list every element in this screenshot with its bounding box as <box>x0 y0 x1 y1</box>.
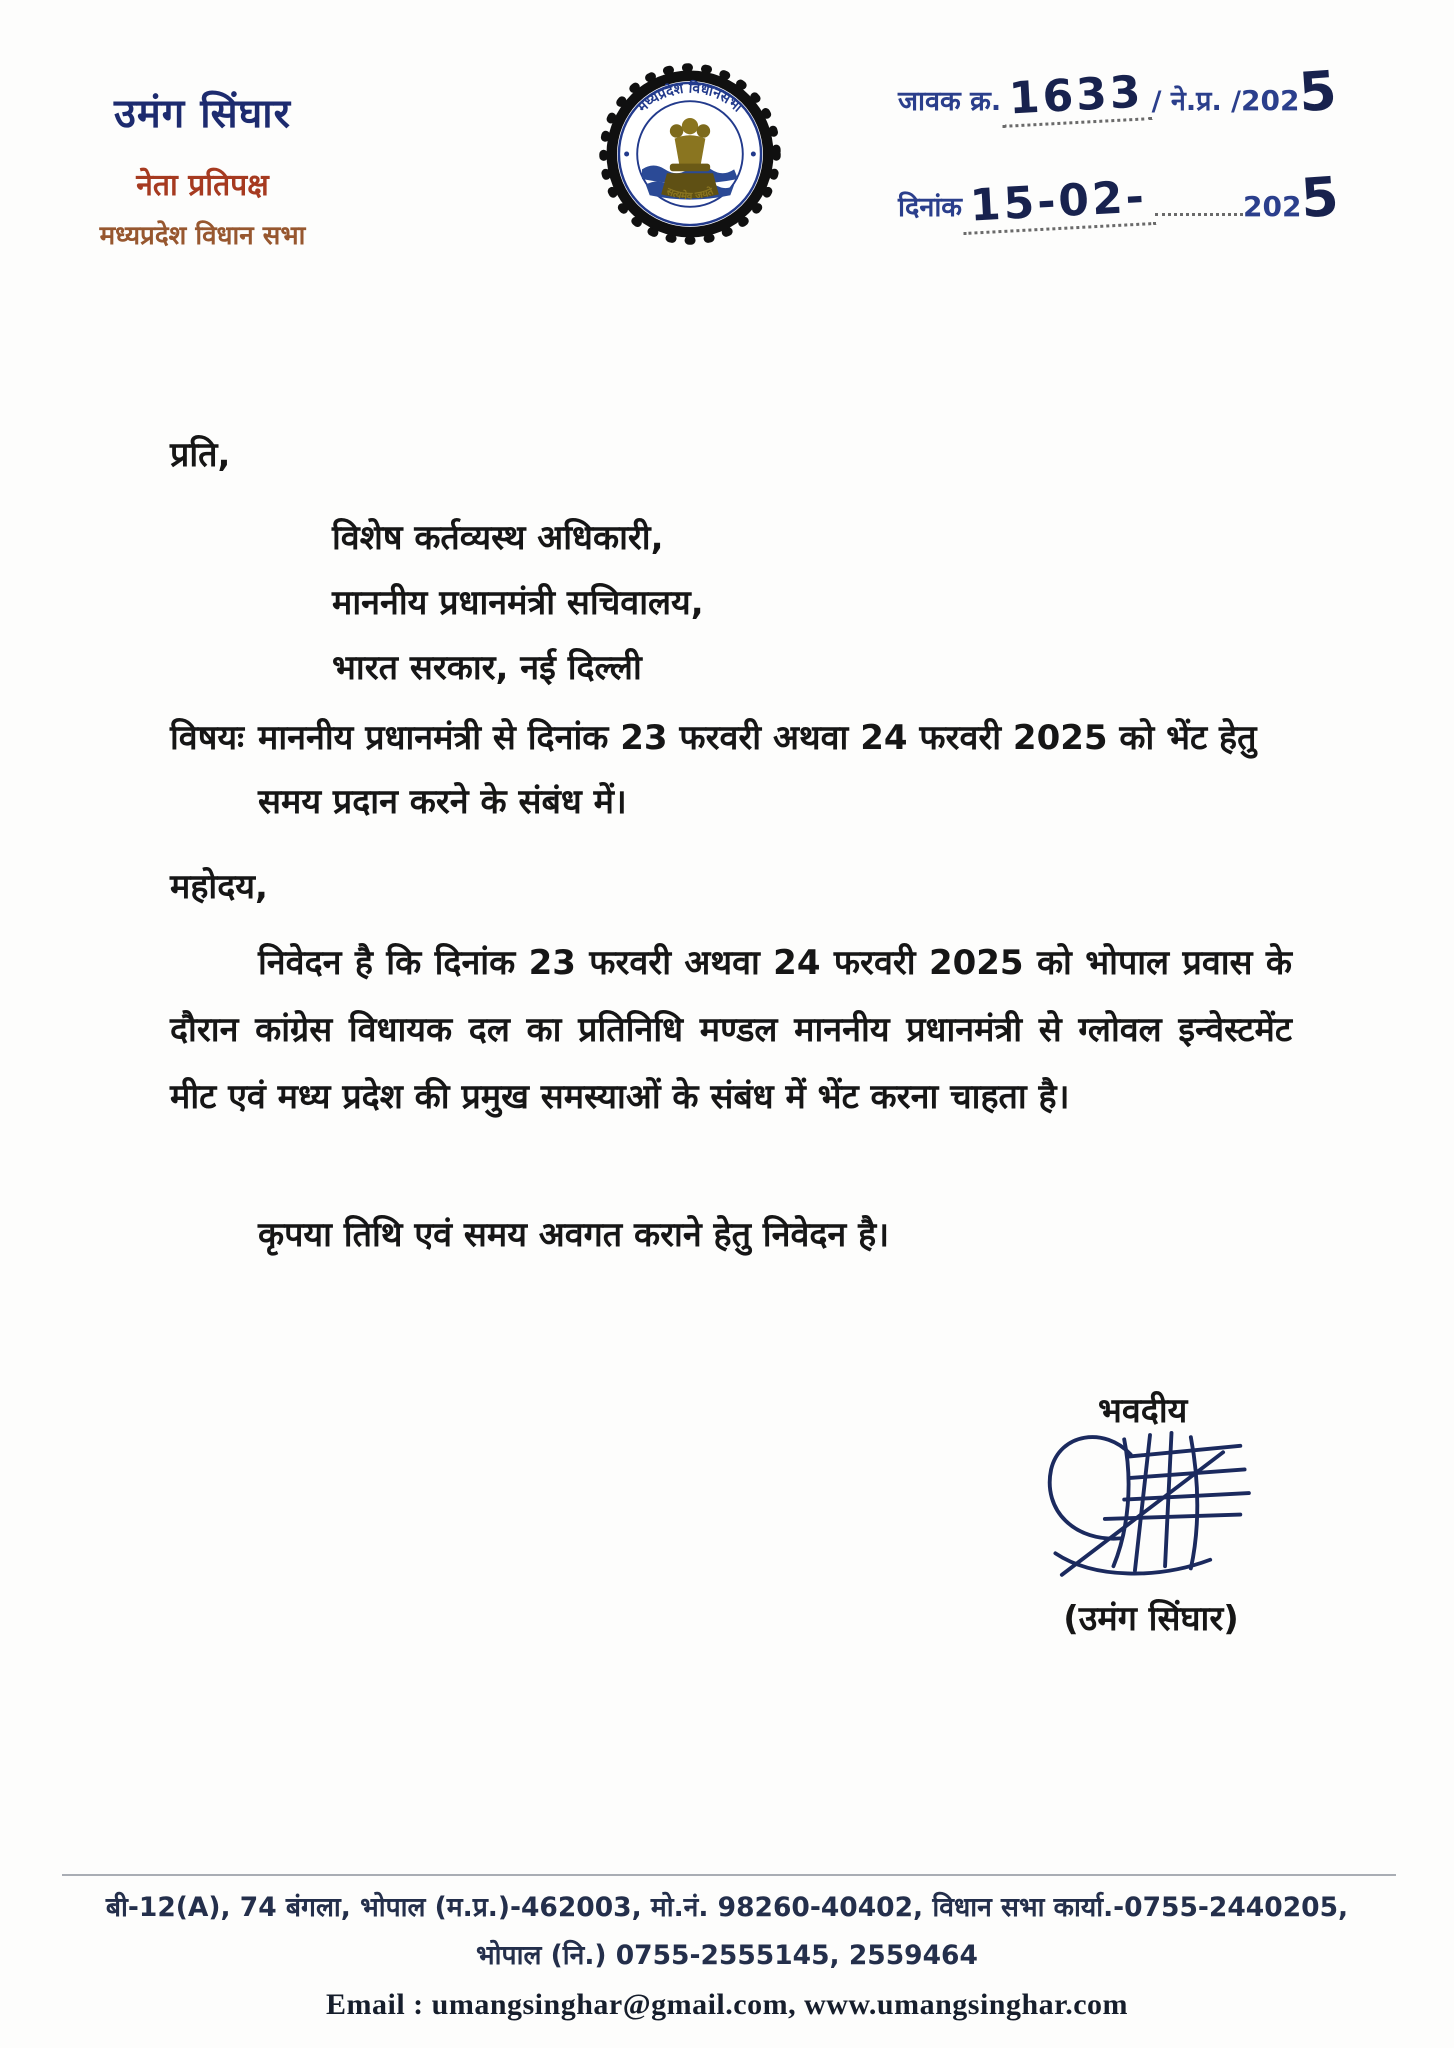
to-label: प्रति, <box>170 435 231 475</box>
sender-name: उमंग सिंघार <box>113 91 292 137</box>
outward-number-row <box>898 58 1418 125</box>
signer-name: (उमंग सिंघार) <box>1063 1599 1239 1639</box>
date-value-handwritten: 15-02- <box>961 171 1157 235</box>
sender-organization: मध्यप्रदेश विधान सभा <box>99 221 306 251</box>
seal-bottom-text: सत्यमेव जयते <box>664 186 716 203</box>
reference-block <box>898 58 1418 232</box>
address-line: माननीय प्रधानमंत्री सचिवालय, <box>332 583 704 623</box>
date-year-handwritten: 5 <box>1299 164 1342 231</box>
subject-label: विषयः <box>170 718 244 758</box>
date-row <box>898 164 1418 232</box>
address-line: भारत सरकार, नई दिल्ली <box>332 648 642 688</box>
recipient-address <box>332 506 1132 701</box>
letterhead-identity <box>70 84 335 252</box>
body-paragraph-2: कृपया तिथि एवं समय अवगत कराने हेतु निवेदन है। <box>258 1215 890 1255</box>
outward-label: जावक क्र. <box>898 86 1002 117</box>
closing-word: भवदीय <box>1098 1391 1188 1431</box>
footer-divider <box>62 1874 1396 1876</box>
vidhan-sabha-seal-icon <box>594 58 786 250</box>
date-label: दिनांक <box>898 192 963 223</box>
outward-suffix: / ने.प्र. / <box>1151 86 1242 117</box>
sender-designation: नेता प्रतिपक्ष <box>136 168 269 203</box>
outward-year-printed: 202 <box>1241 84 1300 117</box>
address-line: विशेष कर्तव्यस्थ अधिकारी, <box>332 518 664 558</box>
date-dotted-line <box>1155 193 1243 216</box>
outward-number-handwritten: 1633 <box>1000 66 1153 128</box>
seal-top-text: मध्यप्रदेश विधानसभा <box>634 80 746 116</box>
subject-row <box>170 706 1292 834</box>
body-paragraph-1: निवेदन है कि दिनांक 23 फरवरी अथवा 24 फरवरी 2025 को भोपाल प्रवास के दौरान कांग्रेस विधायक दल का प्रतिनिधि मण्डल माननीय प्रधानमंत्री से ग्लोवल इन्वेस्टमेंट मीट एवं मध्य प्रदेश की प्रमुख समस्याओं के संबंध में भेंट करना चाहता है। <box>170 943 1292 1117</box>
signature-icon <box>1022 1420 1278 1592</box>
subject-text: माननीय प्रधानमंत्री से दिनांक 23 फरवरी अथवा 24 फरवरी 2025 को भेंट हेतु समय प्रदान करने के संबंध में। <box>258 718 1257 822</box>
salutation: महोदय, <box>170 867 268 907</box>
footer-address-line-1: बी-12(A), 74 बंगला, भोपाल (म.प्र.)-462003, मो.नं. 98260-40402, विधान सभा कार्या.-0755-2440205, <box>105 1892 1349 1923</box>
outward-year-handwritten: 5 <box>1297 58 1340 125</box>
footer-contact-line: Email : umangsinghar@gmail.com, www.umangsinghar.com <box>325 1988 1129 2021</box>
date-year-printed: 202 <box>1243 190 1302 223</box>
footer-address-line-2: भोपाल (नि.) 0755-2555145, 2559464 <box>476 1940 978 1971</box>
